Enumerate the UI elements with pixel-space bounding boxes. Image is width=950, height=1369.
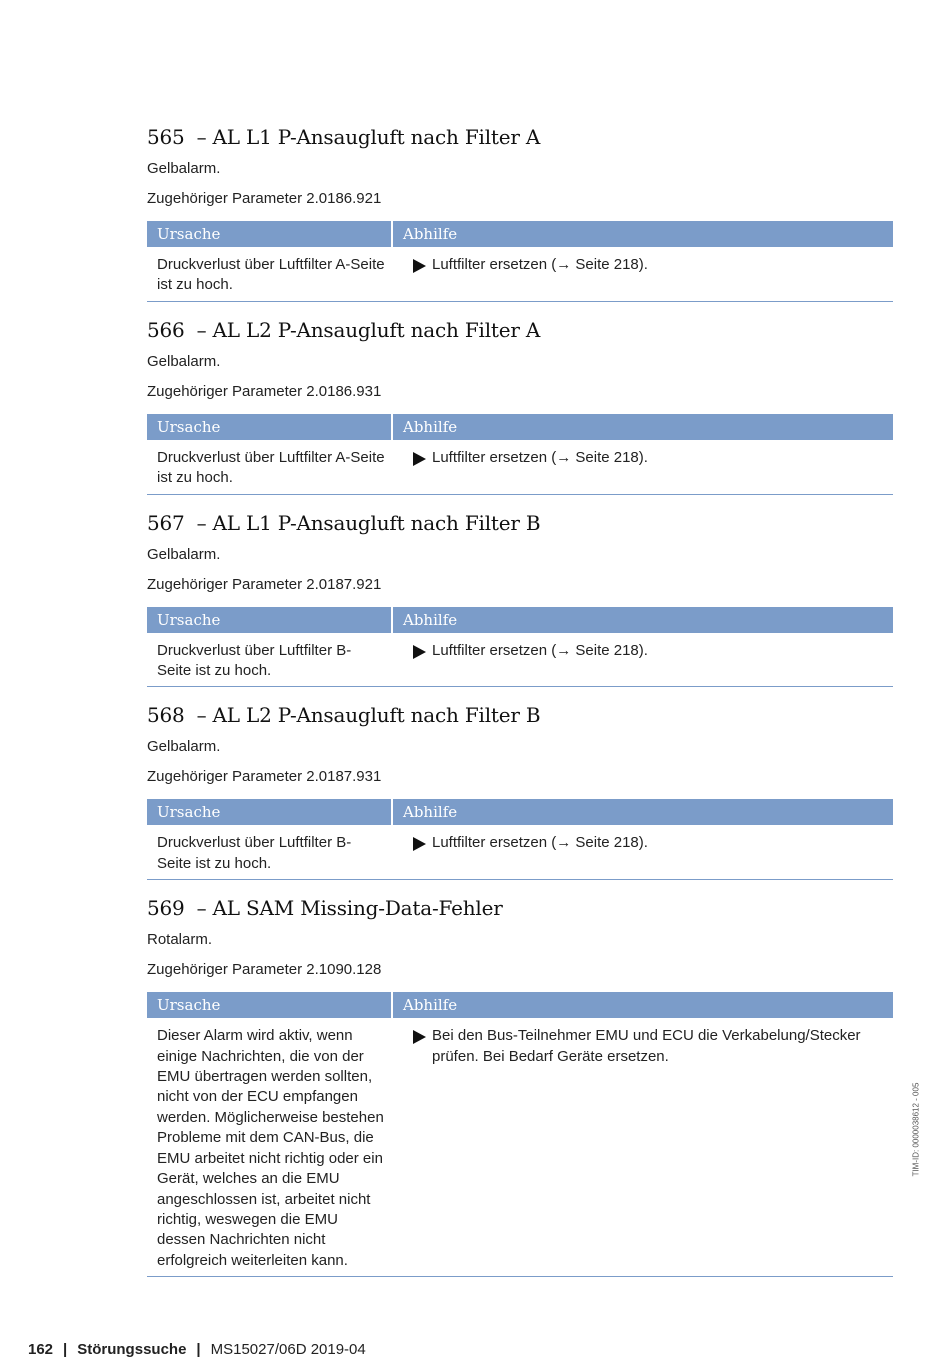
- cause-remedy-table: [147, 607, 893, 688]
- alarm-type: Gelbalarm.: [147, 160, 221, 177]
- page-footer: [28, 1341, 366, 1358]
- table-header: [147, 799, 893, 825]
- cause-cell: Druckverlust über Luftfilter B-Seite ist zu hoch.: [157, 641, 352, 680]
- alarm-type: Gelbalarm.: [147, 352, 221, 370]
- alarm-parameter: Zugehöriger Parameter 2.0187.931: [147, 768, 382, 786]
- alarm-heading: [147, 122, 893, 152]
- header-cause: Ursache: [147, 799, 393, 825]
- header-cause: Ursache: [147, 992, 393, 1018]
- footer-separator: |: [63, 1341, 68, 1358]
- alarm-parameter: Zugehöriger Parameter 2.0187.921: [147, 575, 382, 593]
- chapter-title: Störungssuche: [77, 1341, 187, 1358]
- header-cause: Ursache: [147, 221, 393, 247]
- table-header: [147, 221, 893, 247]
- header-remedy: Abhilfe: [403, 803, 458, 822]
- remedy-cell: [393, 1026, 893, 1271]
- header-remedy: Abhilfe: [403, 996, 458, 1015]
- alarm-section: [147, 700, 893, 880]
- document-content: [147, 122, 893, 1290]
- cause-cell: Druckverlust über Luftfilter A-Seite ist zu hoch.: [157, 256, 385, 294]
- alarm-title: – AL L1 P-Ansaugluft nach Filter A: [196, 125, 541, 149]
- alarm-parameter: Zugehöriger Parameter 2.1090.128: [147, 961, 382, 979]
- table-row: [147, 633, 893, 687]
- alarm-heading: [147, 700, 893, 730]
- table-header: [147, 414, 893, 440]
- tim-id-label: TIM-ID: 0000038612 - 005: [911, 1082, 921, 1177]
- header-remedy: Abhilfe: [403, 225, 458, 243]
- table-row: [147, 1018, 893, 1276]
- header-remedy: Abhilfe: [403, 417, 458, 436]
- triangle-right-icon: [413, 641, 427, 682]
- table-row: [147, 825, 893, 879]
- remedy-cell: [393, 641, 893, 682]
- alarm-number: 566: [147, 317, 185, 342]
- alarm-type: Gelbalarm.: [147, 545, 221, 563]
- alarm-number: 569: [147, 896, 185, 921]
- triangle-right-icon: [413, 448, 427, 489]
- alarm-heading: [147, 893, 893, 923]
- table-header: [147, 992, 893, 1018]
- remedy-cell: [393, 448, 893, 489]
- alarm-number: 568: [147, 703, 185, 728]
- alarm-number: 567: [147, 510, 185, 535]
- alarm-parameter: Zugehöriger Parameter 2.0186.921: [147, 190, 382, 207]
- alarm-type: Gelbalarm.: [147, 738, 221, 756]
- triangle-right-icon: [413, 833, 427, 874]
- remedy-text: Bei den Bus-Teilnehmer EMU und ECU die Verkabelung/Stecker prüfen. Bei Bedarf Geräte ersetzen.: [432, 1027, 861, 1065]
- alarm-section: [147, 893, 893, 1277]
- cause-remedy-table: [147, 414, 893, 495]
- page-number: 162: [28, 1341, 54, 1358]
- alarm-type: Rotalarm.: [147, 931, 213, 949]
- alarm-title: – AL L2 P-Ansaugluft nach Filter B: [196, 703, 541, 728]
- alarm-heading: [147, 315, 893, 345]
- remedy-text: Luftfilter ersetzen (→ Seite 218).: [432, 448, 648, 466]
- alarm-title: – AL L1 P-Ansaugluft nach Filter B: [196, 510, 541, 535]
- document-id: MS15027/06D 2019-04: [210, 1341, 366, 1358]
- cause-remedy-table: [147, 992, 893, 1277]
- footer-separator: |: [196, 1341, 201, 1358]
- alarm-section: [147, 122, 893, 302]
- header-remedy: Abhilfe: [403, 610, 458, 629]
- header-cause: Ursache: [147, 414, 393, 440]
- header-cause: Ursache: [147, 607, 393, 633]
- table-row: [147, 247, 893, 301]
- cause-cell: Druckverlust über Luftfilter B-Seite ist zu hoch.: [157, 834, 352, 872]
- remedy-cell: [393, 833, 893, 874]
- alarm-title: – AL L2 P-Ansaugluft nach Filter A: [196, 317, 541, 342]
- remedy-text: Luftfilter ersetzen (→ Seite 218).: [432, 641, 648, 659]
- alarm-section: [147, 508, 893, 688]
- alarm-parameter: Zugehöriger Parameter 2.0186.931: [147, 382, 382, 400]
- cause-cell: Dieser Alarm wird aktiv, wenn einige Nachrichten, die von der EMU übertragen werden sollten, nicht von der ECU empfangen werden. Möglicherweise bestehen Probleme mit dem CAN-Bus, die EMU arbeitet nicht richtig oder ein Gerät, welches an die EMU angeschlossen ist, arbeitet nicht richtig, weswegen die EMU dessen Nachrichten nicht erfolgreich weiterleiten kann.: [157, 1027, 384, 1269]
- table-header: [147, 607, 893, 633]
- alarm-number: 565: [147, 125, 185, 149]
- alarm-section: [147, 315, 893, 495]
- alarm-title: – AL SAM Missing-Data-Fehler: [196, 896, 503, 921]
- triangle-right-icon: [413, 255, 427, 296]
- table-row: [147, 440, 893, 494]
- triangle-right-icon: [413, 1026, 427, 1271]
- cause-remedy-table: [147, 799, 893, 880]
- remedy-text: Luftfilter ersetzen (→ Seite 218).: [432, 256, 648, 273]
- cause-remedy-table: [147, 221, 893, 302]
- remedy-cell: [393, 255, 893, 296]
- alarm-heading: [147, 508, 893, 538]
- remedy-text: Luftfilter ersetzen (→ Seite 218).: [432, 834, 648, 852]
- cause-cell: Druckverlust über Luftfilter A-Seite ist zu hoch.: [157, 448, 385, 487]
